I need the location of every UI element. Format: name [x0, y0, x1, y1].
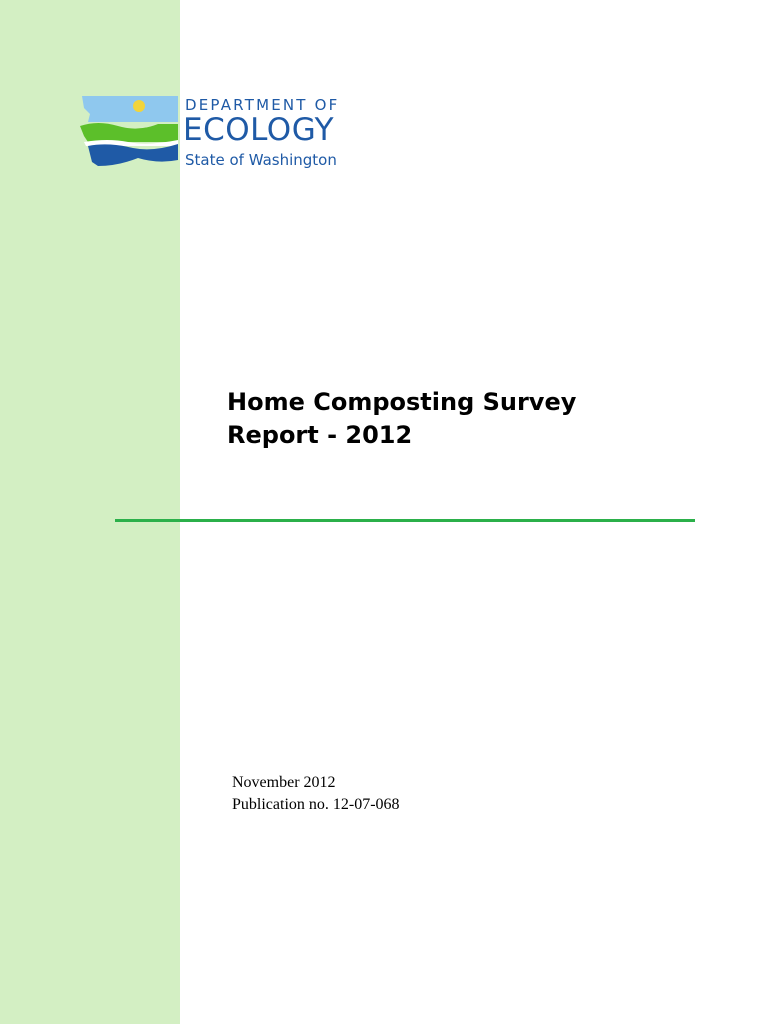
washington-state-logo-icon — [78, 96, 178, 172]
horizontal-rule — [115, 519, 695, 522]
logo-department-of: DEPARTMENT OF — [185, 96, 340, 114]
title-line-2: Report - 2012 — [227, 421, 413, 449]
logo-ecology: ECOLOGY — [183, 112, 335, 148]
title-line-1: Home Composting Survey — [227, 388, 577, 416]
document-title — [227, 386, 576, 452]
publication-date: November 2012 — [232, 774, 336, 791]
publication-info — [232, 772, 400, 816]
publication-number: Publication no. 12-07-068 — [232, 796, 400, 813]
ecology-logo — [78, 96, 378, 176]
logo-state-of-washington: State of Washington — [185, 151, 337, 169]
